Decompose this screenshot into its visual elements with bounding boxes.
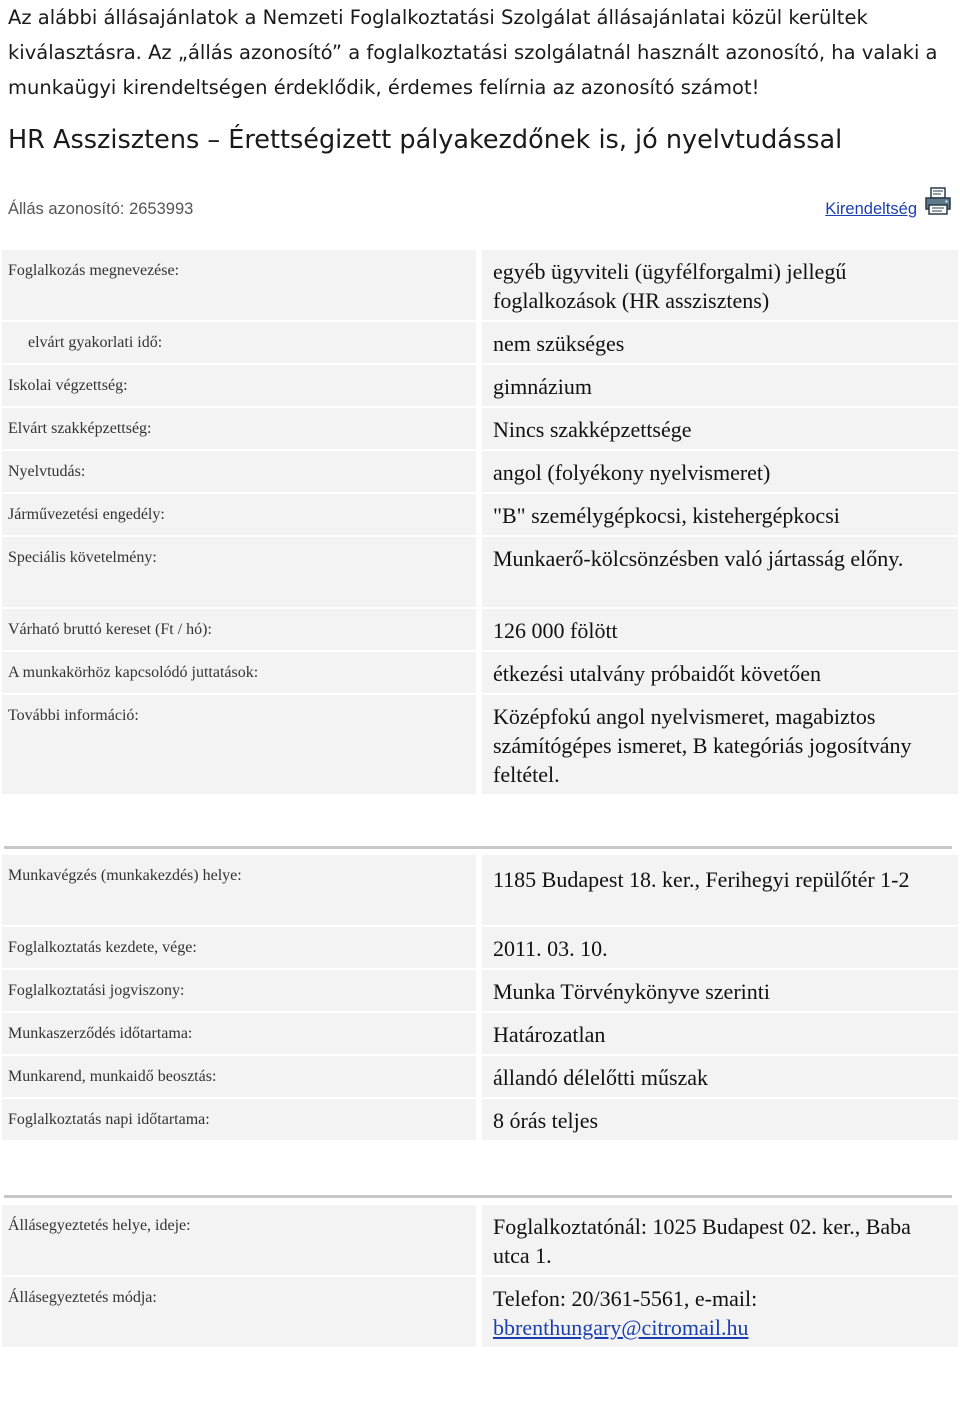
row-value: gimnázium	[476, 365, 958, 406]
row-label: Foglalkozás megnevezése:	[2, 250, 476, 320]
row-label: Munkaszerződés időtartama:	[2, 1013, 476, 1054]
table-row	[2, 1099, 958, 1140]
job-details-table	[2, 248, 958, 796]
table-row	[2, 1205, 958, 1275]
row-value: 2011. 03. 10.	[476, 927, 958, 968]
row-label: Munkarend, munkaidő beosztás:	[2, 1056, 476, 1097]
row-label: Állásegyeztetés helye, ideje:	[2, 1205, 476, 1275]
email-link[interactable]: bbrenthungary@citromail.hu	[493, 1315, 749, 1340]
table-row	[2, 537, 958, 607]
row-label: Elvárt szakképzettség:	[2, 408, 476, 449]
row-label: Foglalkoztatás napi időtartama:	[2, 1099, 476, 1140]
office-link[interactable]: Kirendeltség	[825, 200, 917, 218]
row-label: További információ:	[2, 695, 476, 794]
row-value: 126 000 fölött	[476, 609, 958, 650]
table-row	[2, 695, 958, 794]
row-label: Iskolai végzettség:	[2, 365, 476, 406]
row-value: Munka Törvénykönyve szerinti	[476, 970, 958, 1011]
table-row	[2, 855, 958, 925]
table-row	[2, 250, 958, 320]
row-label: Nyelvtudás:	[2, 451, 476, 492]
row-label: Járművezetési engedély:	[2, 494, 476, 535]
row-label: Foglalkoztatás kezdete, vége:	[2, 927, 476, 968]
row-value: nem szükséges	[476, 322, 958, 363]
print-icon[interactable]	[923, 186, 953, 216]
job-id-row	[8, 198, 953, 222]
job-id-label: Állás azonosító: 2653993	[8, 200, 194, 218]
employment-table	[2, 853, 958, 1142]
row-value: Munkaerő-kölcsönzésben való jártasság előny.	[476, 537, 958, 607]
row-value: állandó délelőtti műszak	[476, 1056, 958, 1097]
row-label: Munkavégzés (munkakezdés) helye:	[2, 855, 476, 925]
row-label: Foglalkoztatási jogviszony:	[2, 970, 476, 1011]
table-row	[2, 1277, 958, 1347]
row-value: Foglalkoztatónál: 1025 Budapest 02. ker., Baba utca 1.	[476, 1205, 958, 1275]
contact-table	[2, 1203, 958, 1349]
table-row	[2, 365, 958, 406]
table-row	[2, 1056, 958, 1097]
row-label: Speciális követelmény:	[2, 537, 476, 607]
table-row	[2, 652, 958, 693]
row-value: Középfokú angol nyelvismeret, magabiztos számítógépes ismeret, B kategóriás jogosítvány feltétel.	[476, 695, 958, 794]
row-value: Határozatlan	[476, 1013, 958, 1054]
table-row	[2, 1013, 958, 1054]
section-divider	[4, 846, 952, 849]
section-divider	[4, 1195, 952, 1198]
table-row	[2, 494, 958, 535]
table-row	[2, 927, 958, 968]
row-value: étkezési utalvány próbaidőt követően	[476, 652, 958, 693]
table-row	[2, 970, 958, 1011]
contact-method-text: Telefon: 20/361-5561, e-mail:	[493, 1286, 758, 1311]
table-row	[2, 408, 958, 449]
row-label: elvárt gyakorlati idő:	[2, 322, 476, 363]
row-value: angol (folyékony nyelvismeret)	[476, 451, 958, 492]
row-value: egyéb ügyviteli (ügyfélforgalmi) jellegű foglalkozások (HR asszisztens)	[476, 250, 958, 320]
row-label: A munkakörhöz kapcsolódó juttatások:	[2, 652, 476, 693]
row-value: "B" személygépkocsi, kistehergépkocsi	[476, 494, 958, 535]
row-label: Állásegyeztetés módja:	[2, 1277, 476, 1347]
intro-text: Az alábbi állásajánlatok a Nemzeti Foglalkoztatási Szolgálat állásajánlatai közül kerültek kiválasztásra. Az „állás azonosító” a foglalkoztatási szolgálatnál használt azonosító, ha valaki a munkaügyi kirendeltségen érdeklődik, érdemes felírnia az azonosító számot!	[8, 6, 938, 99]
contact-method-value	[476, 1277, 958, 1347]
row-value: 1185 Budapest 18. ker., Ferihegyi repülőtér 1-2	[476, 855, 958, 925]
table-row	[2, 451, 958, 492]
row-value: 8 órás teljes	[476, 1099, 958, 1140]
table-row	[2, 609, 958, 650]
job-title: HR Asszisztens – Érettségizett pályakezdőnek is, jó nyelvtudással	[8, 125, 843, 155]
table-row	[2, 322, 958, 363]
row-value: Nincs szakképzettsége	[476, 408, 958, 449]
row-label: Várható bruttó kereset (Ft / hó):	[2, 609, 476, 650]
